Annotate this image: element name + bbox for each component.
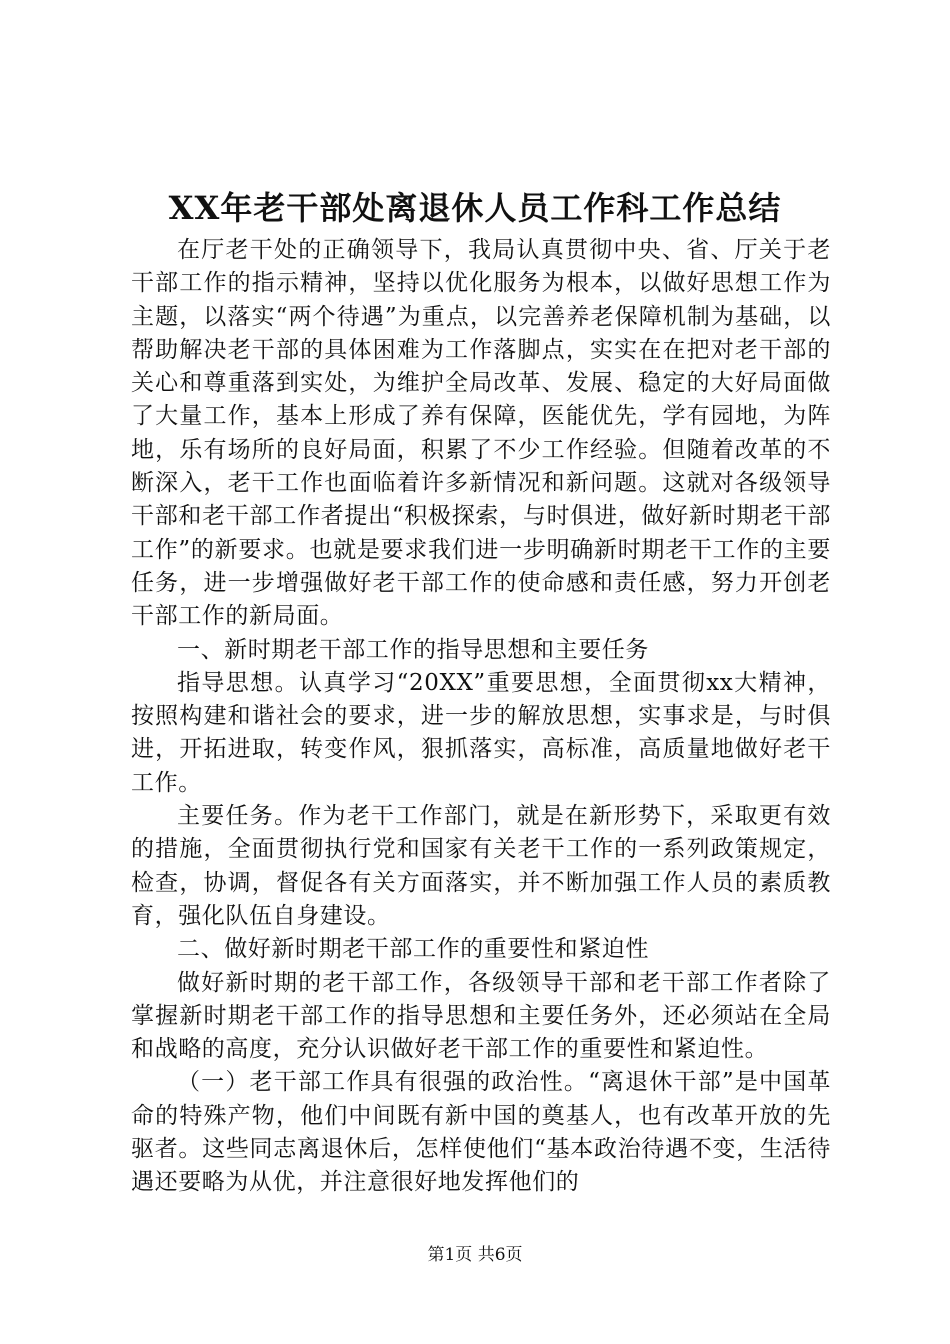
page-footer: 第1页 共6页: [427, 1245, 523, 1265]
paragraph-main-task: 主要任务。作为老干工作部门，就是在新形势下，采取更有效的措施，全面贯彻执行党和国家有关老干工作的一系列政策规定，检查，协调，督促各有关方面落实，并不断加强工作人员的素质教育，强化队伍自身建设。: [131, 803, 831, 929]
document-body: [131, 234, 831, 1200]
document-title: XX年老干部处离退休人员工作科工作总结: [168, 189, 782, 227]
section-heading-2: 二、做好新时期老干部工作的重要性和紧迫性: [177, 936, 649, 963]
section-heading-1: 一、新时期老干部工作的指导思想和主要任务: [177, 636, 649, 663]
paragraph-importance: 做好新时期的老干部工作，各级领导干部和老干部工作者除了掌握新时期老干部工作的指导思想和主要任务外，还必须站在全局和战略的高度，充分认识做好老干部工作的重要性和紧迫性。: [131, 969, 831, 1063]
paragraph-intro: 在厅老干处的正确领导下，我局认真贯彻中央、省、厅关于老干部工作的指示精神，坚持以优化服务为根本，以做好思想工作为主题，以落实“两个待遇”为重点，以完善养老保障机制为基础，以帮助解决老干部的具体困难为工作落脚点，实实在在把对老干部的关心和尊重落到实处，为维护全局改革、发展、稳定的大好局面做了大量工作，基本上形成了养有保障，医能优先，学有园地，为阵地，乐有场所的良好局面，积累了不少工作经验。但随着改革的不断深入，老干工作也面临着许多新情况和新问题。这就对各级领导干部和老干部工作者提出“积极探索，与时俱进，做好新时期老干部工作”的新要求。也就是要求我们进一步明确新时期老干工作的主要任务，进一步增强做好老干部工作的使命感和责任感，努力开创老干部工作的新局面。: [131, 237, 831, 630]
paragraph-political-nature: （一）老干部工作具有很强的政治性。“离退休干部”是中国革命的特殊产物，他们中间既有新中国的奠基人，也有改革开放的先驱者。这些同志离退休后，怎样使他们“基本政治待遇不变，生活待遇还要略为从优，并注意很好地发挥他们的: [131, 1069, 831, 1196]
paragraph-guiding-thought: 指导思想。认真学习“20XX”重要思想，全面贯彻xx大精神，按照构建和谐社会的要求，进一步的解放思想，实事求是，与时俱进，开拓进取，转变作风，狠抓落实，高标准，高质量地做好老干工作。: [131, 669, 831, 796]
